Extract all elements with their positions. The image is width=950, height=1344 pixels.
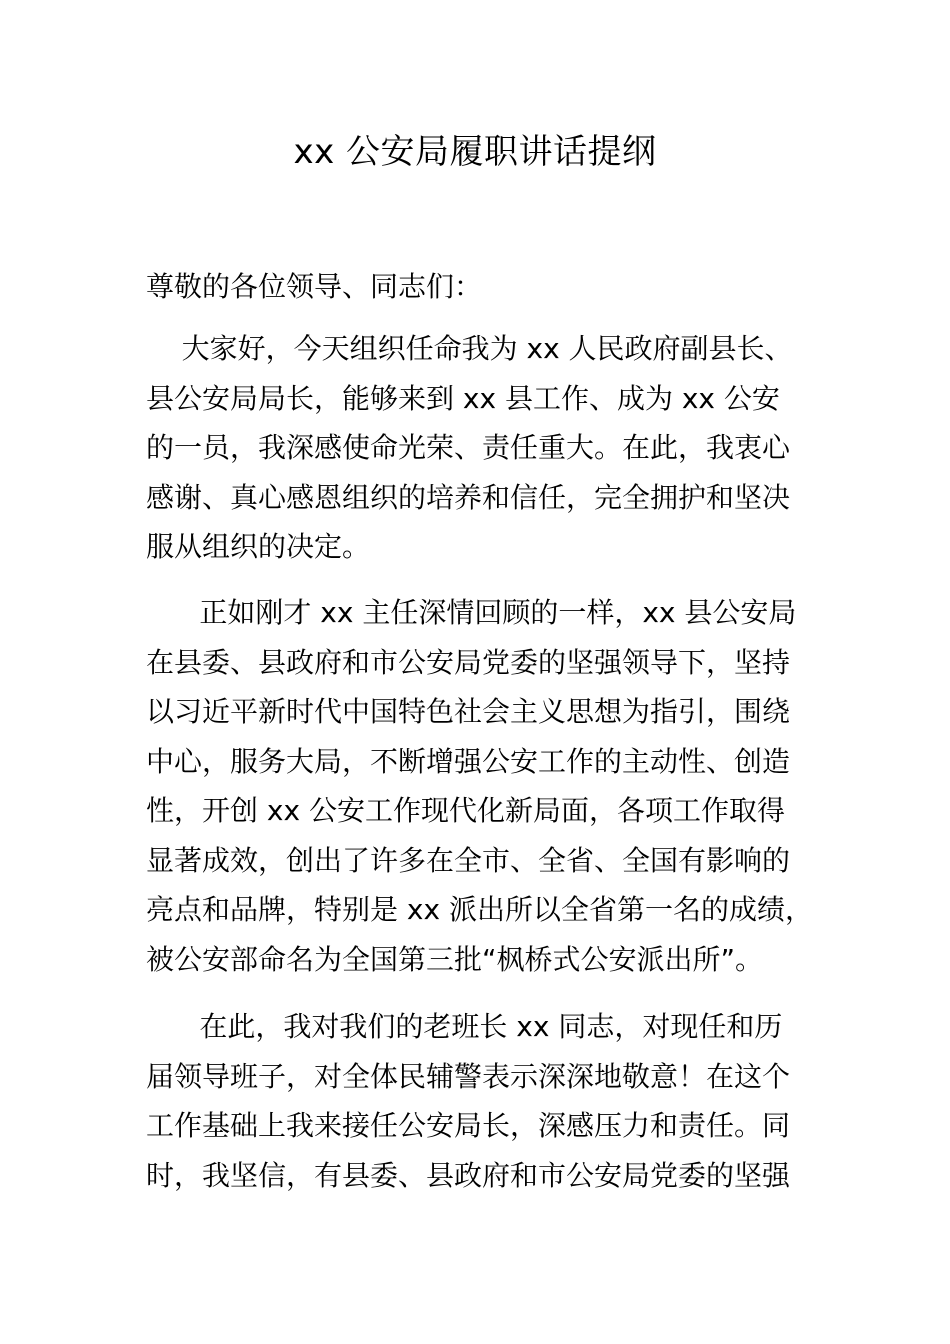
- paragraph-line: 服从组织的决定。: [146, 530, 371, 563]
- salutation-line: 尊敬的各位领导、同志们：: [146, 270, 483, 303]
- paragraph-line: 县公安局局长，能够来到 xx 县工作、成为 xx 公安: [146, 381, 780, 415]
- paragraph-line: 在县委、县政府和市公安局党委的坚强领导下，坚持: [146, 645, 791, 679]
- paragraph-line: 以习近平新时代中国特色社会主义思想为指引，围绕: [146, 695, 791, 728]
- paragraph-line: 显著成效，创出了许多在全市、全省、全国有影响的: [146, 843, 791, 877]
- paragraph-3: [146, 1002, 826, 1200]
- paragraph-line: 性，开创 xx 公安工作现代化新局面，各项工作取得: [146, 794, 785, 827]
- paragraph-line: 在此，我对我们的老班长 xx 同志，对现任和历: [146, 1010, 783, 1043]
- paragraph-line: 届领导班子，对全体民辅警表示深深地敬意！在这个: [146, 1059, 791, 1093]
- paragraph-line: 中心，服务大局，不断增强公安工作的主动性、创造: [146, 744, 791, 778]
- paragraph-line: 被公安部命名为全国第三批“枫桥式公安派出所”。: [146, 942, 764, 976]
- paragraph-line: 工作基础上我来接任公安局长，深感压力和责任。同: [146, 1109, 791, 1142]
- paragraph-1: [146, 324, 826, 572]
- salutation: [146, 262, 826, 312]
- paragraph-line: 亮点和品牌，特别是 xx 派出所以全省第一名的成绩，: [146, 893, 813, 926]
- paragraph-line: 大家好，今天组织任命我为 xx 人民政府副县长、: [146, 332, 793, 365]
- paragraph-line: 正如刚才 xx 主任深情回顾的一样，xx 县公安局: [146, 596, 797, 629]
- paragraph-line: 感谢、真心感恩组织的培养和信任，完全拥护和坚决: [146, 480, 791, 514]
- paragraph-2: [146, 588, 826, 984]
- paragraph-line: 的一员，我深感使命光荣、责任重大。在此，我衷心: [146, 431, 791, 464]
- document-title: xx 公安局履职讲话提纲: [293, 132, 657, 172]
- paragraph-line: 时，我坚信，有县委、县政府和市公安局党委的坚强: [146, 1158, 791, 1192]
